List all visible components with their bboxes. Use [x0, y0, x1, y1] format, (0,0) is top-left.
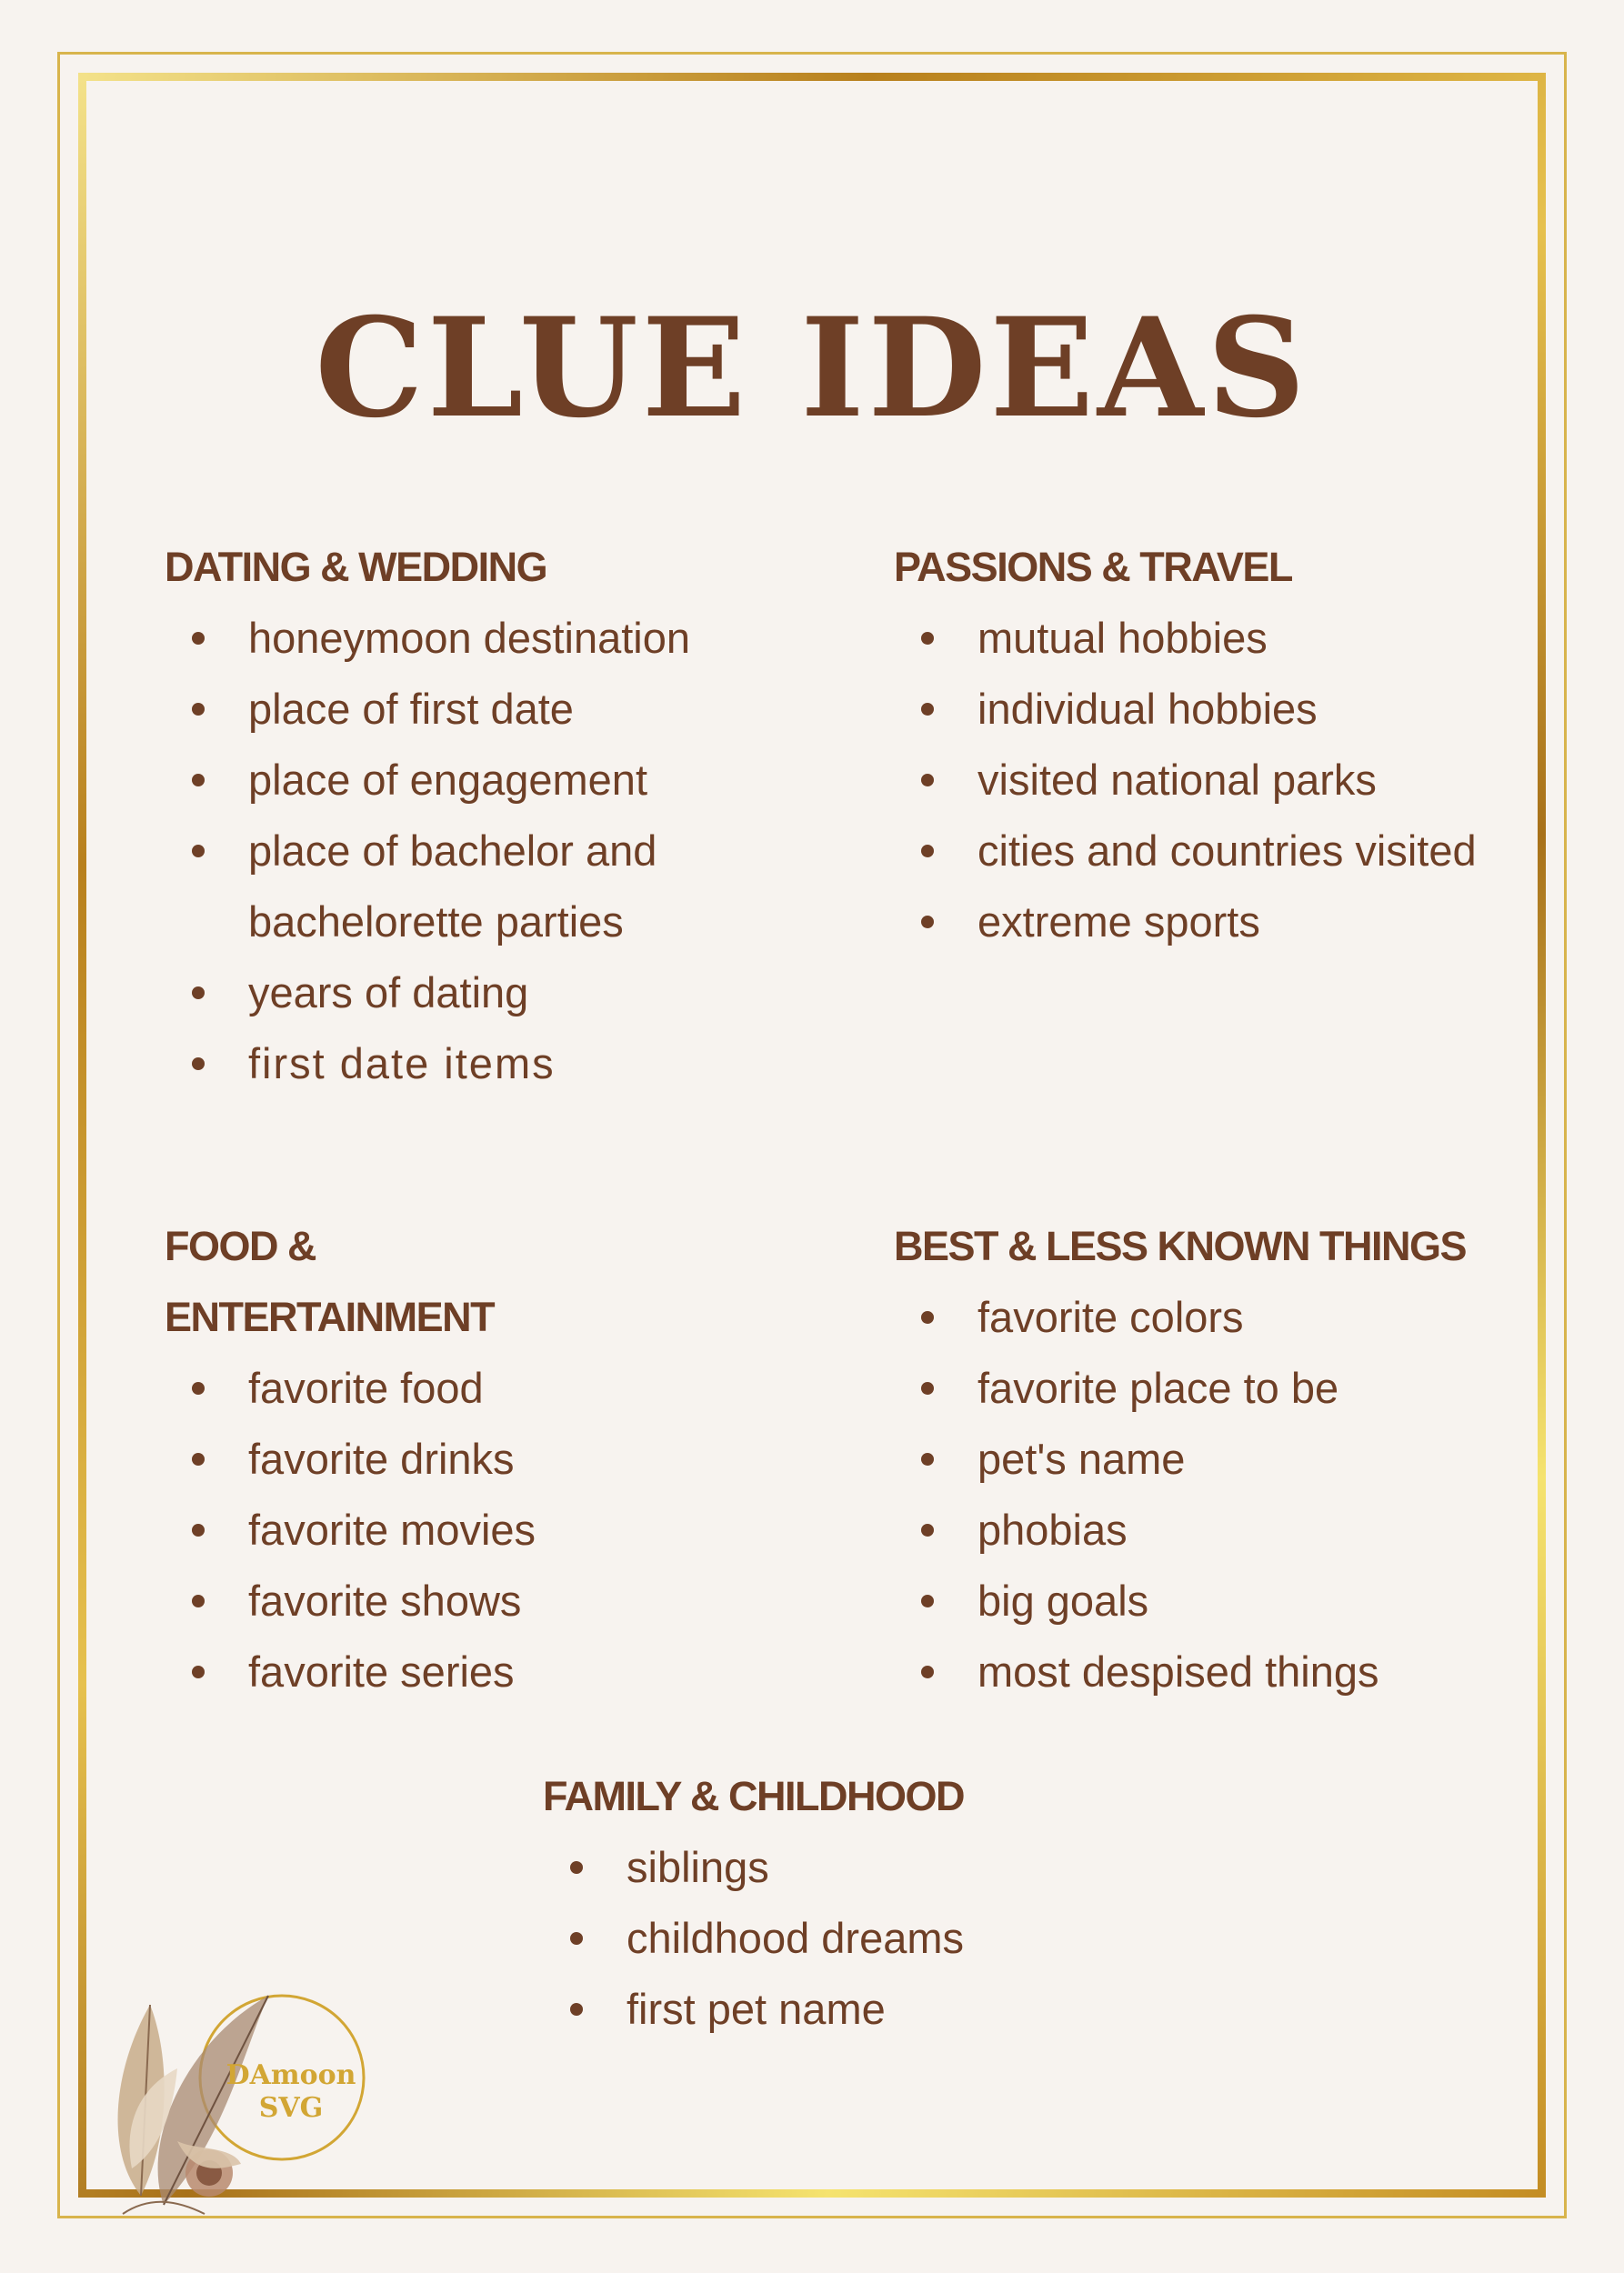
list-item: visited national parks	[894, 745, 1549, 816]
list-item: big goals	[894, 1566, 1549, 1637]
bullet-icon	[570, 1932, 583, 1945]
list-item: most despised things	[894, 1637, 1549, 1707]
list-item: cities and countries visited	[894, 816, 1549, 886]
list-item: favorite drinks	[165, 1424, 710, 1495]
bullet-icon	[921, 632, 934, 645]
bullet-icon	[192, 986, 205, 999]
list-item: favorite food	[165, 1353, 710, 1424]
clue-list	[543, 1832, 1270, 2045]
list-item: siblings	[543, 1832, 1270, 1903]
section-heading: BEST & LESS KNOWN THINGS	[894, 1223, 1467, 1269]
bullet-icon	[921, 1524, 934, 1537]
section-food-entertainment	[165, 1211, 710, 1707]
bullet-icon	[921, 1311, 934, 1324]
list-item: phobias	[894, 1495, 1549, 1566]
page-title: CLUE IDEAS	[315, 288, 1309, 448]
list-item: place of engagement	[165, 745, 874, 816]
clue-list	[894, 1282, 1549, 1707]
bullet-icon	[921, 1453, 934, 1466]
list-item: first pet name	[543, 1974, 1270, 2045]
bullet-icon	[921, 845, 934, 857]
bullet-icon	[921, 1382, 934, 1395]
list-item: favorite series	[165, 1637, 710, 1707]
bullet-icon	[192, 1595, 205, 1607]
clue-list	[165, 603, 874, 1099]
section-heading: FAMILY & CHILDHOOD	[543, 1773, 965, 1819]
bullet-icon	[192, 774, 205, 786]
list-item: favorite colors	[894, 1282, 1549, 1353]
list-item: favorite place to be	[894, 1353, 1549, 1424]
brand-logo	[86, 1987, 377, 2232]
bullet-icon	[192, 1524, 205, 1537]
section-dating-wedding	[165, 532, 874, 1099]
bullet-icon	[192, 1666, 205, 1678]
list-item: individual hobbies	[894, 674, 1549, 745]
bullet-icon	[570, 2003, 583, 2016]
section-heading: DATING & WEDDING	[165, 544, 547, 590]
bullet-icon	[570, 1861, 583, 1874]
clue-list	[894, 603, 1549, 957]
list-item: favorite movies	[165, 1495, 710, 1566]
logo-text: DAmoon SVG	[226, 2059, 356, 2124]
section-best-less-known	[894, 1211, 1549, 1707]
bullet-icon	[192, 703, 205, 716]
bullet-icon	[921, 1666, 934, 1678]
bullet-icon	[921, 1595, 934, 1607]
bullet-icon	[921, 916, 934, 928]
list-item: extreme sports	[894, 886, 1549, 957]
section-family-childhood	[543, 1761, 1270, 2045]
list-item: place of bachelor and bachelorette parties	[165, 816, 757, 957]
section-heading: PASSIONS & TRAVEL	[894, 544, 1292, 590]
list-item: childhood dreams	[543, 1903, 1270, 1974]
list-item: first date items	[165, 1028, 874, 1099]
section-heading: FOOD & ENTERTAINMENT	[165, 1223, 495, 1340]
bullet-icon	[192, 1453, 205, 1466]
list-item: mutual hobbies	[894, 603, 1549, 674]
list-item: pet's name	[894, 1424, 1549, 1495]
bullet-icon	[192, 1057, 205, 1070]
bullet-icon	[192, 632, 205, 645]
clue-list	[165, 1353, 710, 1707]
list-item: honeymoon destination	[165, 603, 874, 674]
bullet-icon	[192, 1382, 205, 1395]
bullet-icon	[921, 774, 934, 786]
list-item: place of first date	[165, 674, 874, 745]
list-item: favorite shows	[165, 1566, 710, 1637]
bullet-icon	[192, 845, 205, 857]
section-passions-travel	[894, 532, 1549, 957]
list-item: years of dating	[165, 957, 874, 1028]
bullet-icon	[921, 703, 934, 716]
